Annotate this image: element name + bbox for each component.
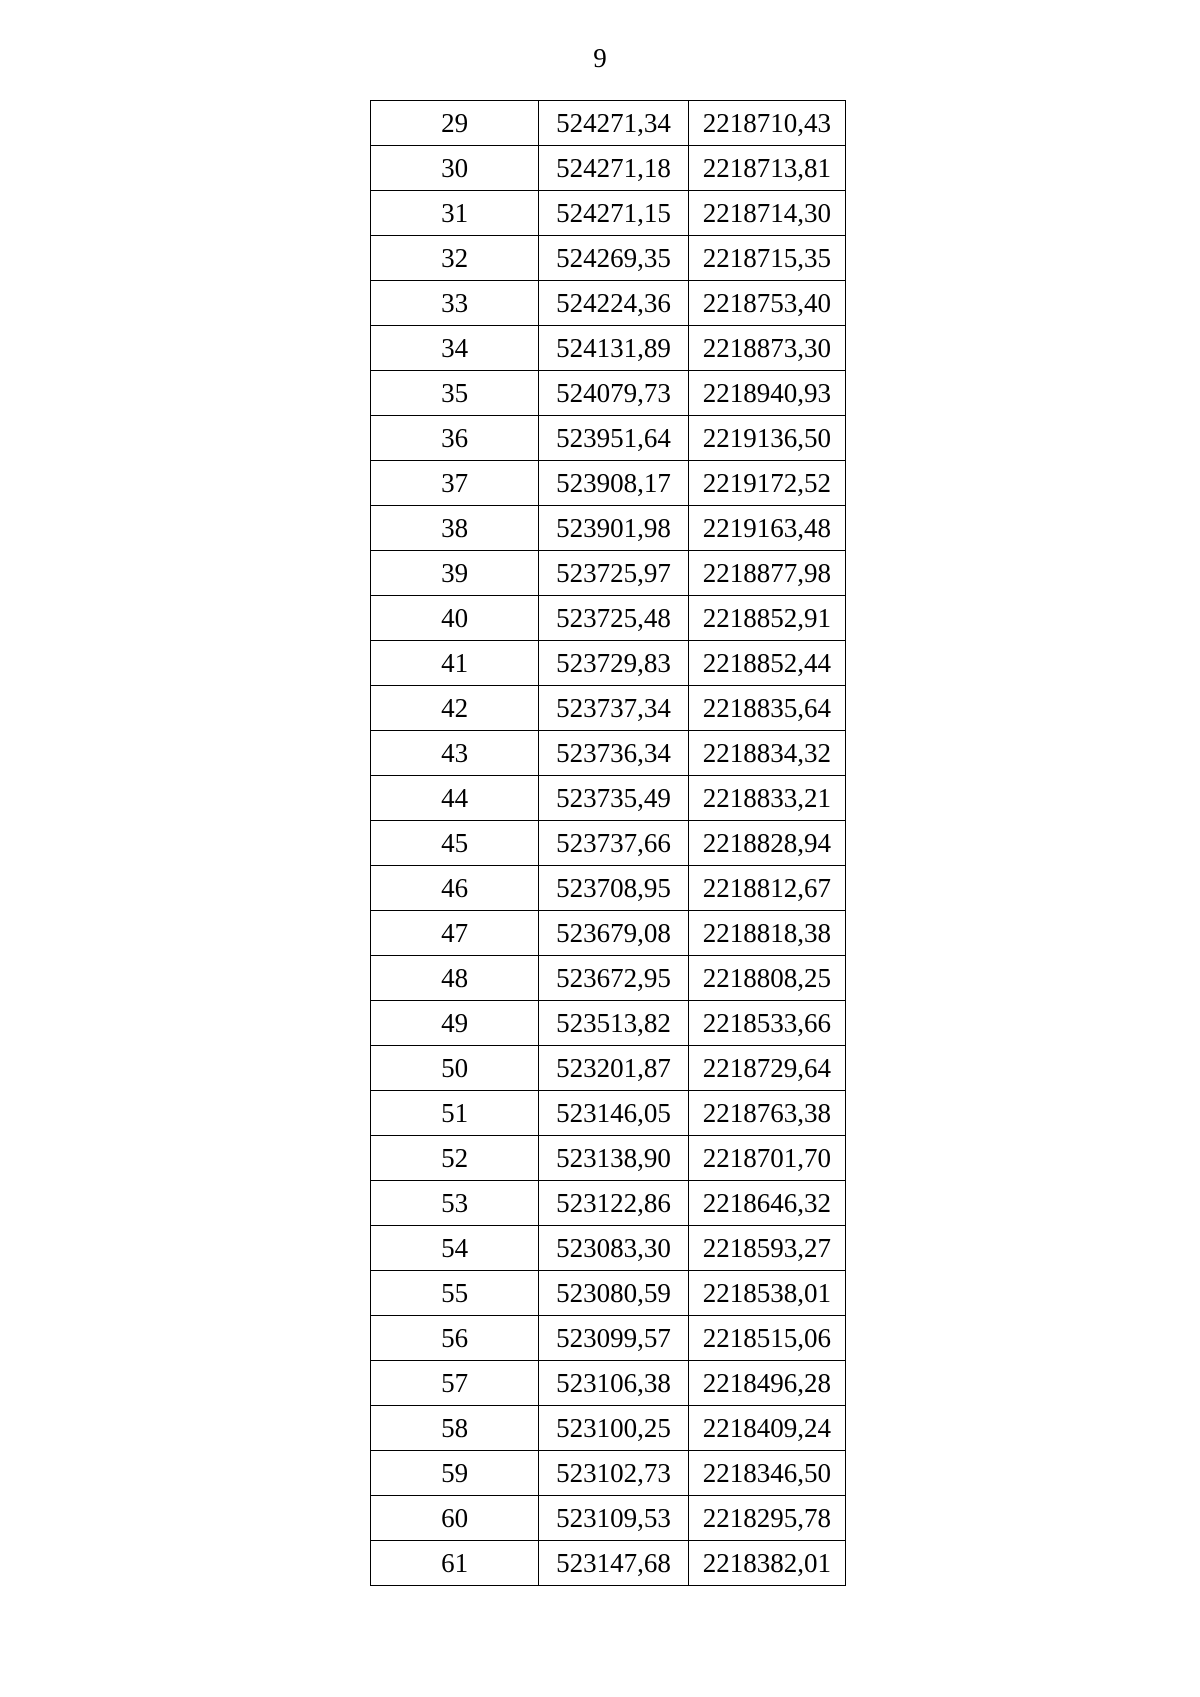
point-number-cell: 59 <box>371 1451 539 1496</box>
point-number-cell: 51 <box>371 1091 539 1136</box>
x-coordinate-cell: 523951,64 <box>539 416 688 461</box>
y-coordinate-cell: 2218835,64 <box>688 686 845 731</box>
table-row <box>371 326 846 371</box>
point-number-cell: 47 <box>371 911 539 956</box>
x-coordinate-cell: 523908,17 <box>539 461 688 506</box>
x-coordinate-cell: 524271,18 <box>539 146 688 191</box>
y-coordinate-cell: 2218852,91 <box>688 596 845 641</box>
point-number-cell: 53 <box>371 1181 539 1226</box>
x-coordinate-cell: 523679,08 <box>539 911 688 956</box>
y-coordinate-cell: 2218346,50 <box>688 1451 845 1496</box>
x-coordinate-cell: 523736,34 <box>539 731 688 776</box>
y-coordinate-cell: 2219172,52 <box>688 461 845 506</box>
x-coordinate-cell: 523735,49 <box>539 776 688 821</box>
table-row <box>371 191 846 236</box>
x-coordinate-cell: 523122,86 <box>539 1181 688 1226</box>
point-number-cell: 38 <box>371 506 539 551</box>
x-coordinate-cell: 524271,34 <box>539 101 688 146</box>
point-number-cell: 35 <box>371 371 539 416</box>
x-coordinate-cell: 523102,73 <box>539 1451 688 1496</box>
x-coordinate-cell: 523138,90 <box>539 1136 688 1181</box>
x-coordinate-cell: 523708,95 <box>539 866 688 911</box>
table-row <box>371 776 846 821</box>
point-number-cell: 55 <box>371 1271 539 1316</box>
y-coordinate-cell: 2218409,24 <box>688 1406 845 1451</box>
x-coordinate-cell: 524079,73 <box>539 371 688 416</box>
point-number-cell: 48 <box>371 956 539 1001</box>
y-coordinate-cell: 2218808,25 <box>688 956 845 1001</box>
x-coordinate-cell: 524131,89 <box>539 326 688 371</box>
point-number-cell: 49 <box>371 1001 539 1046</box>
y-coordinate-cell: 2218713,81 <box>688 146 845 191</box>
point-number-cell: 56 <box>371 1316 539 1361</box>
x-coordinate-cell: 523725,48 <box>539 596 688 641</box>
y-coordinate-cell: 2218295,78 <box>688 1496 845 1541</box>
point-number-cell: 42 <box>371 686 539 731</box>
table-row <box>371 1001 846 1046</box>
table-row <box>371 416 846 461</box>
point-number-cell: 44 <box>371 776 539 821</box>
x-coordinate-cell: 523729,83 <box>539 641 688 686</box>
y-coordinate-cell: 2218940,93 <box>688 371 845 416</box>
point-number-cell: 34 <box>371 326 539 371</box>
x-coordinate-cell: 524224,36 <box>539 281 688 326</box>
point-number-cell: 31 <box>371 191 539 236</box>
table-row <box>371 1361 846 1406</box>
point-number-cell: 30 <box>371 146 539 191</box>
table-row <box>371 1271 846 1316</box>
point-number-cell: 54 <box>371 1226 539 1271</box>
y-coordinate-cell: 2218852,44 <box>688 641 845 686</box>
y-coordinate-cell: 2219136,50 <box>688 416 845 461</box>
point-number-cell: 41 <box>371 641 539 686</box>
table-row <box>371 1181 846 1226</box>
y-coordinate-cell: 2218496,28 <box>688 1361 845 1406</box>
table-row <box>371 1136 846 1181</box>
table-row <box>371 551 846 596</box>
table-row <box>371 1316 846 1361</box>
table-row <box>371 641 846 686</box>
y-coordinate-cell: 2218834,32 <box>688 731 845 776</box>
point-number-cell: 37 <box>371 461 539 506</box>
table-row <box>371 911 846 956</box>
x-coordinate-cell: 523737,34 <box>539 686 688 731</box>
x-coordinate-cell: 523106,38 <box>539 1361 688 1406</box>
y-coordinate-cell: 2218833,21 <box>688 776 845 821</box>
y-coordinate-cell: 2218753,40 <box>688 281 845 326</box>
point-number-cell: 40 <box>371 596 539 641</box>
table-row <box>371 1046 846 1091</box>
x-coordinate-cell: 523672,95 <box>539 956 688 1001</box>
point-number-cell: 58 <box>371 1406 539 1451</box>
y-coordinate-cell: 2218828,94 <box>688 821 845 866</box>
point-number-cell: 46 <box>371 866 539 911</box>
y-coordinate-cell: 2218710,43 <box>688 101 845 146</box>
y-coordinate-cell: 2218818,38 <box>688 911 845 956</box>
table-row <box>371 821 846 866</box>
table-row <box>371 686 846 731</box>
y-coordinate-cell: 2218812,67 <box>688 866 845 911</box>
y-coordinate-cell: 2218382,01 <box>688 1541 845 1586</box>
table-row <box>371 866 846 911</box>
table-row <box>371 461 846 506</box>
table-row <box>371 1226 846 1271</box>
point-number-cell: 36 <box>371 416 539 461</box>
y-coordinate-cell: 2218515,06 <box>688 1316 845 1361</box>
y-coordinate-cell: 2218729,64 <box>688 1046 845 1091</box>
point-number-cell: 32 <box>371 236 539 281</box>
x-coordinate-cell: 523901,98 <box>539 506 688 551</box>
x-coordinate-cell: 523099,57 <box>539 1316 688 1361</box>
x-coordinate-cell: 523100,25 <box>539 1406 688 1451</box>
table-row <box>371 1451 846 1496</box>
point-number-cell: 39 <box>371 551 539 596</box>
y-coordinate-cell: 2218593,27 <box>688 1226 845 1271</box>
table-row <box>371 956 846 1001</box>
x-coordinate-cell: 523080,59 <box>539 1271 688 1316</box>
y-coordinate-cell: 2218763,38 <box>688 1091 845 1136</box>
y-coordinate-cell: 2218714,30 <box>688 191 845 236</box>
table-row <box>371 146 846 191</box>
x-coordinate-cell: 523725,97 <box>539 551 688 596</box>
y-coordinate-cell: 2218877,98 <box>688 551 845 596</box>
point-number-cell: 60 <box>371 1496 539 1541</box>
y-coordinate-cell: 2219163,48 <box>688 506 845 551</box>
x-coordinate-cell: 523083,30 <box>539 1226 688 1271</box>
y-coordinate-cell: 2218873,30 <box>688 326 845 371</box>
point-number-cell: 52 <box>371 1136 539 1181</box>
y-coordinate-cell: 2218533,66 <box>688 1001 845 1046</box>
y-coordinate-cell: 2218715,35 <box>688 236 845 281</box>
table-row <box>371 731 846 776</box>
x-coordinate-cell: 523513,82 <box>539 1001 688 1046</box>
page-number: 9 <box>593 43 607 73</box>
table-row <box>371 1496 846 1541</box>
y-coordinate-cell: 2218701,70 <box>688 1136 845 1181</box>
x-coordinate-cell: 523201,87 <box>539 1046 688 1091</box>
point-number-cell: 43 <box>371 731 539 776</box>
coordinates-table <box>370 100 846 1586</box>
point-number-cell: 50 <box>371 1046 539 1091</box>
x-coordinate-cell: 523147,68 <box>539 1541 688 1586</box>
table-row <box>371 236 846 281</box>
table-row <box>371 1406 846 1451</box>
x-coordinate-cell: 523737,66 <box>539 821 688 866</box>
x-coordinate-cell: 524269,35 <box>539 236 688 281</box>
y-coordinate-cell: 2218538,01 <box>688 1271 845 1316</box>
table-row <box>371 371 846 416</box>
x-coordinate-cell: 524271,15 <box>539 191 688 236</box>
y-coordinate-cell: 2218646,32 <box>688 1181 845 1226</box>
table-row <box>371 101 846 146</box>
point-number-cell: 33 <box>371 281 539 326</box>
table-row <box>371 596 846 641</box>
coordinates-table-body <box>371 101 846 1586</box>
x-coordinate-cell: 523146,05 <box>539 1091 688 1136</box>
table-row <box>371 506 846 551</box>
point-number-cell: 57 <box>371 1361 539 1406</box>
point-number-cell: 45 <box>371 821 539 866</box>
point-number-cell: 29 <box>371 101 539 146</box>
table-row <box>371 1541 846 1586</box>
x-coordinate-cell: 523109,53 <box>539 1496 688 1541</box>
table-row <box>371 281 846 326</box>
point-number-cell: 61 <box>371 1541 539 1586</box>
table-row <box>371 1091 846 1136</box>
